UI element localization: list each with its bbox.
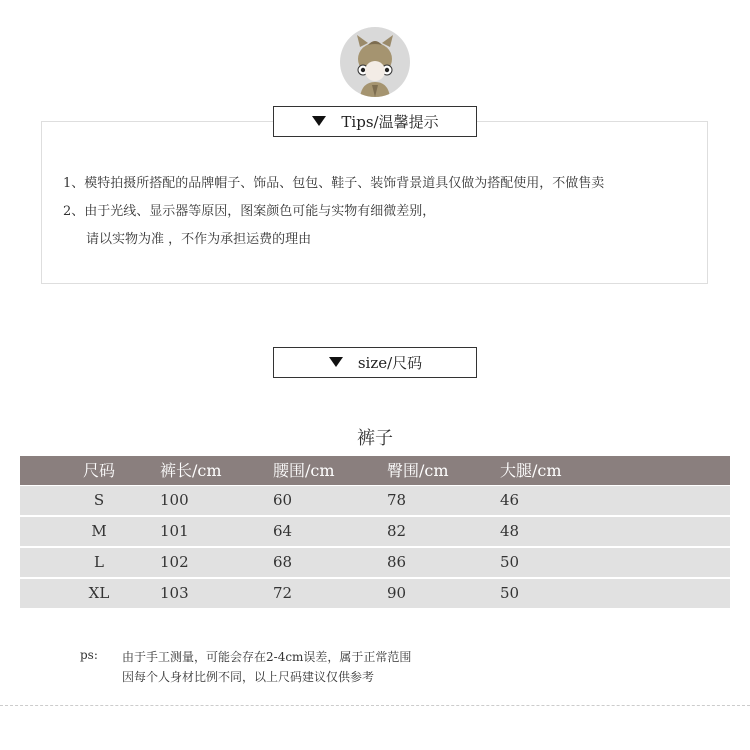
table-cell: S [93, 491, 105, 509]
table-cell: 86 [387, 553, 407, 571]
table-cell: 64 [273, 522, 293, 540]
table-cell: 68 [273, 553, 293, 571]
size-table [20, 456, 730, 610]
table-cell: 82 [387, 522, 407, 540]
cartoon-horse-avatar-icon [340, 27, 410, 97]
table-row [20, 486, 730, 515]
table-cell: 48 [500, 522, 520, 540]
table-cell: L [94, 553, 104, 571]
table-cell: XL [88, 584, 110, 602]
table-row [20, 517, 730, 546]
column-header: 大腿/cm [500, 461, 562, 480]
table-cell: 102 [160, 553, 189, 571]
table-cell: 90 [387, 584, 407, 602]
tip-line-3: 请以实物为准 ，不作为承担运费的理由 [86, 232, 312, 247]
table-cell: 50 [500, 553, 520, 571]
tip-line-1: 1、模特拍摄所搭配的品牌帽子、饰品、包包、鞋子、装饰背景道具仅做为搭配使用，不做售卖 [63, 176, 605, 191]
table-cell: 101 [160, 522, 189, 540]
triangle-down-icon [328, 354, 344, 372]
table-cell: 103 [160, 584, 189, 602]
table-title: 裤子 [357, 428, 393, 449]
column-header: 尺码 [82, 461, 115, 480]
table-cell: 78 [387, 491, 407, 509]
table-cell: M [91, 522, 107, 540]
column-header: 裤长/cm [160, 461, 222, 480]
ps-label: ps: [80, 648, 98, 662]
table-cell: 60 [273, 491, 293, 509]
table-row [20, 579, 730, 608]
size-heading-label: size/尺码 [357, 354, 423, 372]
size-heading [273, 347, 477, 378]
table-row [20, 548, 730, 577]
triangle-down-icon [311, 113, 327, 131]
tips-heading [273, 106, 477, 137]
table-cell: 46 [500, 491, 520, 509]
table-header-row [20, 456, 730, 485]
dashed-divider [0, 705, 750, 706]
column-header: 腰围/cm [273, 461, 335, 480]
ps-line-2: 因每个人身材比例不同，以上尺码建议仅供参考 [122, 670, 375, 684]
ps-line-1: 由于手工测量，可能会存在2-4cm误差，属于正常范围 [122, 650, 412, 664]
column-header: 臀围/cm [387, 461, 449, 480]
table-cell: 72 [273, 584, 293, 602]
tips-heading-label: Tips/温馨提示 [341, 113, 439, 131]
table-cell: 100 [160, 491, 189, 509]
table-cell: 50 [500, 584, 520, 602]
tip-line-2: 2、由于光线、显示器等原因，图案颜色可能与实物有细微差别， [63, 204, 436, 219]
